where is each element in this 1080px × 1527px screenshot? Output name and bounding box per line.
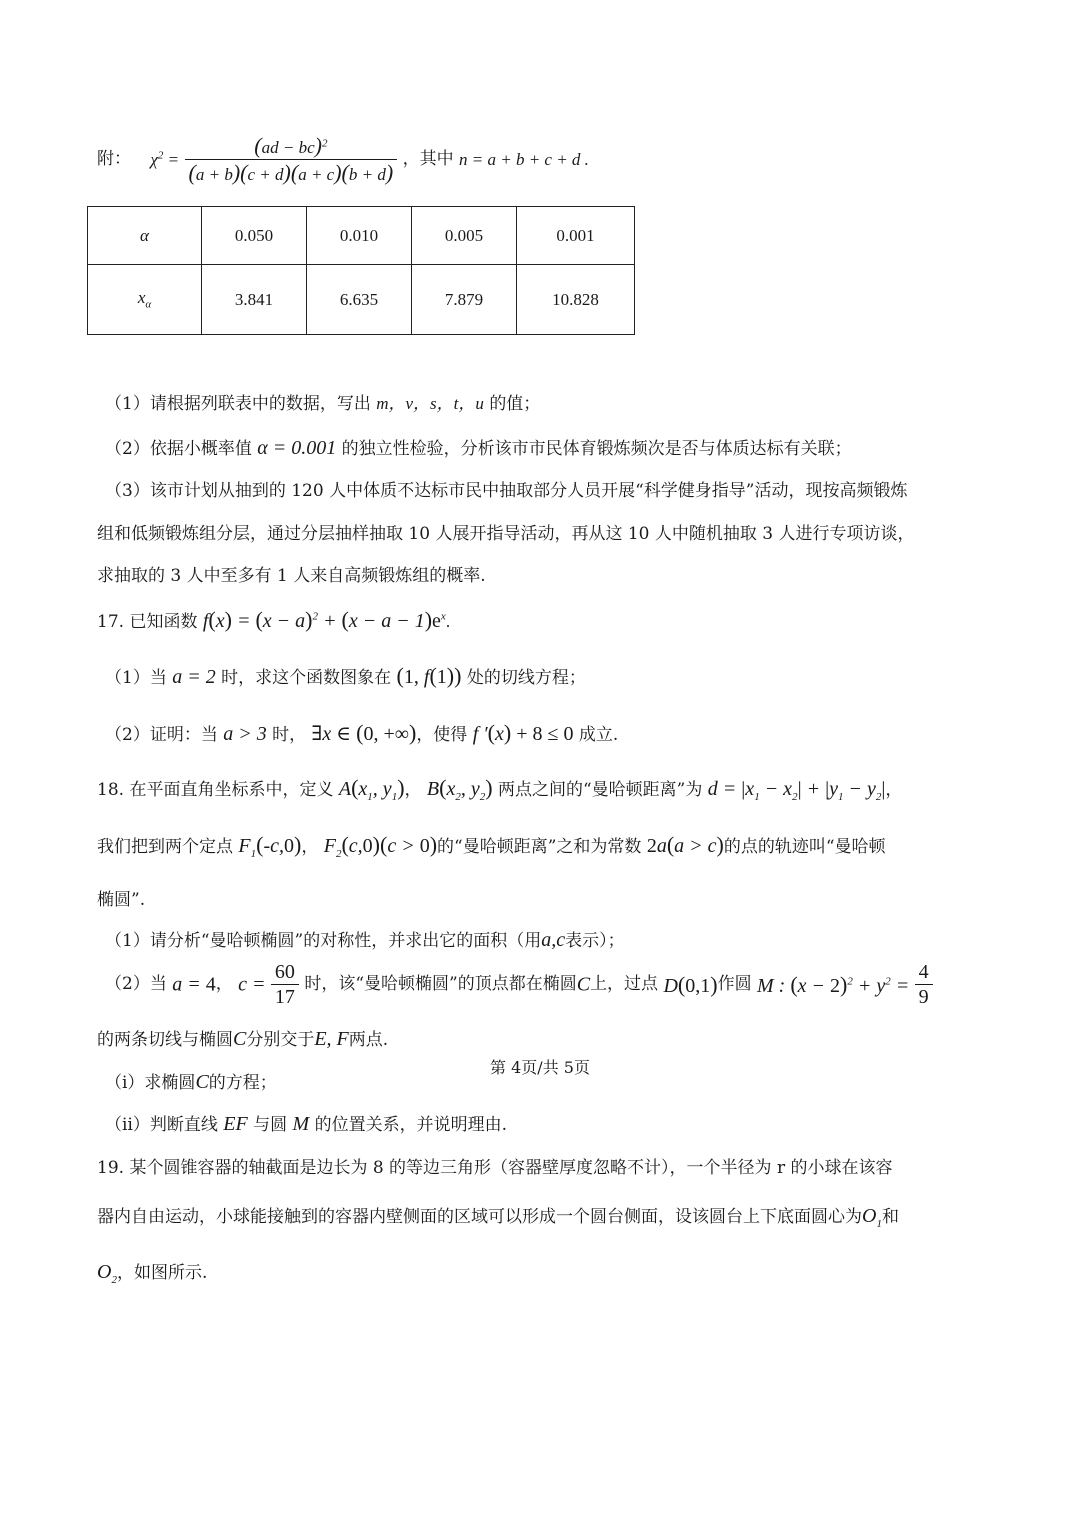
q18-line2: 我们把到两个定点 $F_1(-c,0)$， $F_2(c,0)(c > 0)$的“曼哈顿距离”之和为常数 2a(a > c)的点的轨迹叫“曼哈顿: [97, 832, 886, 860]
formula-tail: n = a + b + c + d .: [459, 150, 589, 169]
formula-tail-prefix: ，其中: [402, 149, 454, 169]
fraction-4-9: $\frac{4}{9}$: [915, 962, 933, 1007]
table-row-alpha: [88, 207, 635, 265]
q18-line1: 18. 在平面直角坐标系中，定义 $A(x_1$, $y_1$)， $B(x_2$, $y_2$) 两点之间的“曼哈顿距离”为 $d = |x_1 - x_2| + |y_1 - y_2|$，: [97, 775, 903, 803]
q18-part2-line2: 的两条切线与椭圆C分别交于E, F两点.: [97, 1028, 389, 1050]
fraction-denominator: (a + b)(c + d)(a + c)(b + d): [188, 160, 394, 185]
table-cell: 3.841: [202, 265, 307, 335]
critical-value-table: [87, 206, 635, 335]
table-cell: 0.050: [202, 207, 307, 265]
q19-line2: 器内自由运动，小球能接触到的容器内壁侧面的区域可以形成一个圆台侧面，设该圆台上下底面圆心为$O_1$和: [97, 1205, 899, 1230]
q16-part1: （1）请根据列联表中的数据，写出 m，v，s，t，u 的值；: [105, 394, 541, 414]
q17-part2: （2）证明：当 a > 3 时， ∃x ∈ (0, +∞)，使得 f ′(x) + 8 ≤ 0 成立.: [105, 720, 619, 745]
table-cell: 7.879: [412, 265, 517, 335]
formula-line: [97, 135, 589, 184]
page-footer: 第 4页/共 5页: [490, 1058, 590, 1077]
q18-sub-ii: （ⅱ）判断直线 EF 与圆 M 的位置关系，并说明理由.: [105, 1113, 508, 1135]
q19-line1: 19. 某个圆锥容器的轴截面是边长为 8 的等边三角形（容器壁厚度忽略不计），一个半径为 r 的小球在该容: [97, 1158, 893, 1178]
table-cell: 10.828: [517, 265, 635, 335]
q16-part3-line3: 求抽取的 3 人中至多有 1 人来自高频锻炼组的概率.: [97, 566, 486, 586]
table-row-x: [88, 265, 635, 335]
chi-square-fraction: [185, 135, 398, 184]
q18-part2: （2）当 a = 4， c = $\frac{60}{17}$ 时，该“曼哈顿椭圆”的顶点都在椭圆C上，过点 D(0,1)作圆 M : $(x - 2)^2 + y^2$ = $\frac{4}{9}$: [105, 962, 933, 1007]
table-header-x: $x_\alpha$: [88, 265, 202, 335]
q17-part1: （1）当 a = 2 时，求这个函数图象在 (1, f(1)) 处的切线方程；: [105, 663, 586, 688]
chi-square-symbol: $\chi^2$ =: [150, 149, 180, 170]
table-cell: 0.010: [307, 207, 412, 265]
q16-part2: （2）依据小概率值 α = 0.001 的独立性检验，分析该市市民体育锻炼频次是否与体质达标有关联；: [105, 437, 852, 459]
formula-label: 附：: [97, 149, 131, 169]
fraction-numerator: (ad − bc)$^2$: [185, 135, 398, 160]
q17-stem: 17. 已知函数 $f(x) = (x - a)^2 + (x - a - 1)e^x$.: [97, 607, 451, 632]
table-cell: 0.005: [412, 207, 517, 265]
table-cell: 6.635: [307, 265, 412, 335]
q19-line3: $O_2$，如图所示.: [97, 1261, 208, 1286]
q16-part3-line1: （3）该市计划从抽到的 120 人中体质不达标市民中抽取部分人员开展“科学健身指导”活动，现按高频锻炼: [105, 481, 908, 501]
table-cell: 0.001: [517, 207, 635, 265]
q18-part1: （1）请分析“曼哈顿椭圆”的对称性，并求出它的面积（用a,c表示）；: [105, 929, 625, 951]
q18-sub-i: （ⅰ）求椭圆C的方程；: [105, 1071, 277, 1093]
q16-part3-line2: 组和低频锻炼组分层，通过分层抽样抽取 10 人展开指导活动，再从这 10 人中随机抽取 3 人进行专项访谈，: [97, 524, 915, 544]
fraction-60-17: $\frac{60}{17}$: [271, 962, 299, 1007]
q18-line3: 椭圆”.: [97, 890, 146, 910]
table-header-alpha: α: [88, 207, 202, 265]
